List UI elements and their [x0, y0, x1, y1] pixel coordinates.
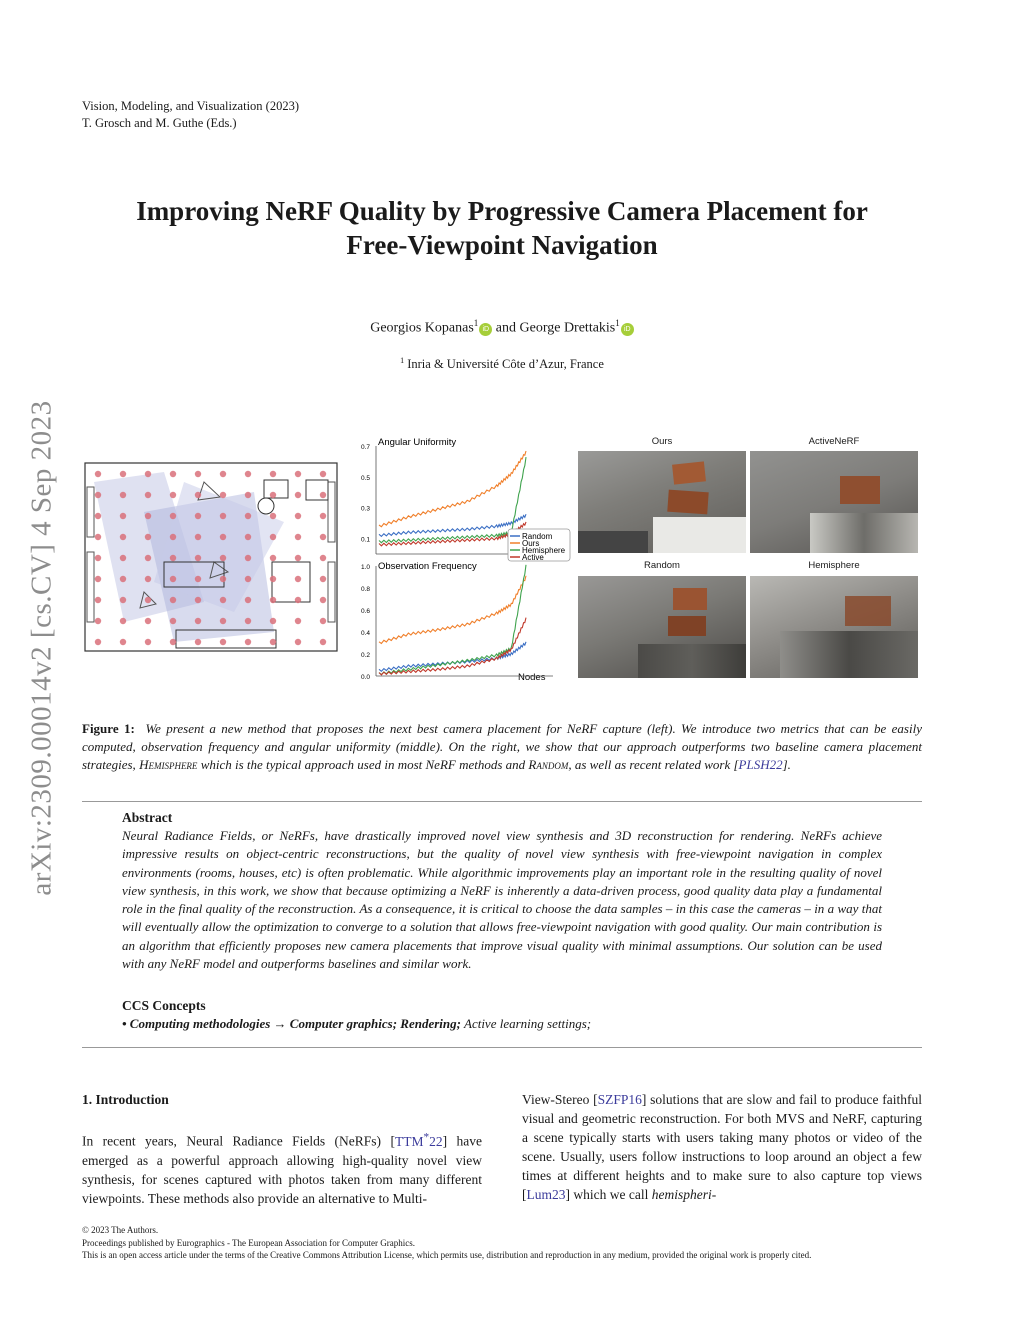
intro-right-a: View-Stereo [ [522, 1092, 598, 1107]
camera-node [170, 471, 176, 477]
camera-node [245, 618, 251, 624]
camera-node [270, 576, 276, 582]
camera-node [170, 576, 176, 582]
camera-node [245, 555, 251, 561]
footer-line-2: Proceedings published by Eurographics - The European Association for Computer Graphics. [82, 1237, 416, 1248]
nodes-label: Nodes [518, 672, 546, 683]
camera-node [270, 513, 276, 519]
series-line-hemisphere [379, 457, 526, 543]
camera-node [95, 555, 101, 561]
y-tick-label: 0.5 [361, 474, 371, 482]
camera-node [95, 471, 101, 477]
camera-node [245, 513, 251, 519]
camera-node [145, 471, 151, 477]
y-tick-label: 1.0 [361, 564, 371, 571]
ccs-arrow: → [273, 1016, 287, 1031]
affiliation-text: Inria & Université Côte d’Azur, France [407, 357, 604, 372]
camera-node [270, 471, 276, 477]
camera-node [245, 471, 251, 477]
author-2-sup: 1 [615, 318, 620, 328]
camera-node [145, 576, 151, 582]
y-tick-label: 0.0 [361, 674, 371, 681]
camera-node [270, 597, 276, 603]
angular-title: Angular Uniformity [378, 437, 457, 448]
camera-node [120, 513, 126, 519]
series-line-ours [379, 576, 526, 644]
photo-label-hemisphere: Hemisphere [808, 560, 860, 571]
freq-series [379, 565, 526, 675]
caption-text-1: We present a new method that proposes the next best camera placement for NeRF capture (left). We introduce two metrics that can be easily computed, observation frequency and angular uniformity (middle). On the right, we show that our approach outperforms two baseline camera placement strategies, [82, 721, 922, 772]
camera-node [245, 576, 251, 582]
render-activenerf [750, 451, 918, 553]
camera-node [270, 639, 276, 645]
intro-right-d: hemispheri- [651, 1187, 717, 1202]
legend [508, 529, 570, 562]
intro-left-b: ] have emerged as a powerful approach allowing high-quality novel view synthesis, for scenes captured with photos taken from many different viewpoints. These methods also provide an alternative to Multi- [82, 1133, 482, 1206]
camera-node [320, 576, 326, 582]
camera-node [270, 534, 276, 540]
camera-node [120, 471, 126, 477]
intro-left-a: In recent years, Neural Radiance Fields (NeRFs) [ [82, 1133, 395, 1149]
camera-node [295, 576, 301, 582]
series-line-hemisphere [379, 565, 526, 675]
camera-node [245, 597, 251, 603]
arxiv-sidebar [22, 365, 62, 930]
author-2: and George Drettakis [495, 320, 616, 336]
figure-caption [82, 720, 922, 774]
camera-node [120, 639, 126, 645]
editors-line: T. Grosch and M. Guthe (Eds.) [82, 116, 237, 130]
photo-label-activenerf: ActiveNeRF [808, 436, 860, 447]
ccs-bold-1: • Computing methodologies [122, 1016, 271, 1031]
camera-node [145, 534, 151, 540]
camera-node [220, 618, 226, 624]
camera-node [295, 513, 301, 519]
camera-node [120, 534, 126, 540]
caption-text-3: , as well as recent related work [ [568, 757, 739, 772]
ccs-bold-2: Computer graphics; Rendering; [289, 1016, 461, 1031]
camera-node [295, 555, 301, 561]
camera-node [295, 639, 301, 645]
camera-node [195, 555, 201, 561]
orcid-icon[interactable]: iD [621, 323, 634, 336]
render-ours [578, 451, 746, 553]
divider [82, 1047, 922, 1048]
caption-text-4: ]. [782, 757, 791, 772]
intro-right-c: ] which we call [565, 1187, 649, 1202]
camera-node [295, 618, 301, 624]
freq-title: Observation Frequency [378, 561, 477, 572]
intro-right-b: ] solutions that are slow and fail to produce faithful visual and geometric reconstruction. For both MVS and NeRF, capturing a scene typically starts with users taking many photos or video of the scene. Usually, users follow instructions to loop around an object a few times at different heights and to make sure to also capture top views [ [522, 1092, 922, 1202]
camera-node [220, 471, 226, 477]
camera-node [120, 492, 126, 498]
camera-node [270, 618, 276, 624]
camera-node [220, 513, 226, 519]
camera-node [195, 576, 201, 582]
affiliation [82, 356, 922, 372]
caption-text-2: which is the typical approach used in most NeRF methods and [200, 757, 526, 772]
camera-node [170, 492, 176, 498]
camera-node [295, 471, 301, 477]
camera-node [245, 639, 251, 645]
camera-node [245, 492, 251, 498]
venue-header [82, 98, 299, 132]
legend-active: Active [522, 553, 544, 562]
y-tick-label: 0.1 [361, 536, 371, 544]
legend-ours: Ours [522, 539, 540, 548]
camera-node [220, 555, 226, 561]
camera-node [120, 576, 126, 582]
caption-hemisphere: Hemisphere [139, 757, 198, 772]
camera-node [270, 555, 276, 561]
camera-node [320, 618, 326, 624]
camera-node [195, 639, 201, 645]
camera-node [95, 618, 101, 624]
camera-node [320, 471, 326, 477]
camera-node [95, 597, 101, 603]
y-tick-label: 0.6 [361, 608, 371, 615]
cite-szfp16[interactable]: SZFP16 [597, 1092, 642, 1107]
author-1-sup: 1 [473, 318, 479, 328]
authors [82, 318, 922, 337]
copyright-footer [82, 1224, 811, 1262]
camera-node [270, 492, 276, 498]
camera-node [320, 597, 326, 603]
abstract-text: Neural Radiance Fields, or NeRFs, have drastically improved novel view synthesis and 3D reconstruction for rendering. NeRFs achieve impressive results on object-centric reconstructions, but the quality of novel view synthesis with free-viewpoint navigation in complex environments (rooms, houses, etc) is often problematic. While algorithmic improvements play an important role in the resulting quality of novel view synthesis, in this work, we show that because optimizing a NeRF is inherently a data-driven process, good quality data play a fundamental role in the final quality of the reconstruction. As a consequence, it is critical to choose the data samples – in this case the cameras – in a way that will eventually allow the optimization to converge to a solution that allows free-viewpoint navigation with good quality. Our main contribution is an algorithm that efficiently proposes new camera placements that improve visual quality with minimal assumptions. Our solution can be used with any NeRF model and outperforms baselines and similar work. [122, 828, 882, 972]
section-heading-introduction: 1. Introduction [82, 1092, 169, 1107]
camera-node [320, 555, 326, 561]
camera-node [220, 576, 226, 582]
cite-ttm22[interactable]: TTM*22 [394, 1131, 443, 1149]
camera-node [95, 534, 101, 540]
ccs-heading: CCS Concepts [122, 998, 206, 1013]
title-line-1: Improving NeRF Quality by Progressive Camera Placement for [136, 196, 868, 226]
ccs-concepts [122, 1016, 591, 1032]
y-tick-label: 0.2 [361, 652, 371, 659]
camera-node [145, 492, 151, 498]
intro-left-column [82, 1128, 482, 1208]
intro-right-column [522, 1090, 922, 1204]
cite-plsh22[interactable]: PLSH22 [738, 757, 783, 772]
camera-node [295, 492, 301, 498]
caption-label: Figure 1: [82, 721, 135, 736]
camera-node [95, 639, 101, 645]
ccs-rest: Active learning settings; [464, 1016, 592, 1031]
camera-node [220, 639, 226, 645]
camera-node [195, 597, 201, 603]
render-random [578, 576, 746, 678]
orcid-icon[interactable]: iD [479, 323, 492, 336]
camera-node [170, 618, 176, 624]
camera-node [145, 618, 151, 624]
y-tick-label: 0.8 [361, 586, 371, 593]
camera-node [170, 534, 176, 540]
camera-node [320, 492, 326, 498]
y-tick-label: 0.4 [361, 630, 371, 637]
camera-node [95, 513, 101, 519]
camera-node [145, 513, 151, 519]
render-hemisphere [750, 576, 918, 678]
camera-node [145, 555, 151, 561]
series-line-ours [379, 451, 526, 527]
camera-node [170, 597, 176, 603]
paper-title [82, 194, 922, 262]
cite-lum23[interactable]: Lum23 [526, 1187, 566, 1202]
caption-random: Random [528, 757, 569, 772]
camera-node [145, 639, 151, 645]
y-tick-label: 0.7 [361, 444, 371, 451]
title-line-2: Free-Viewpoint Navigation [346, 230, 658, 260]
footer-line-3: This is an open access article under the terms of the Creative Commons Attribution License, which permits use, distribution and reproduction in any medium, provided the original work is properly cited. [82, 1250, 812, 1260]
camera-node [320, 534, 326, 540]
metrics-charts [358, 432, 578, 684]
camera-node [170, 513, 176, 519]
divider [82, 801, 922, 802]
camera-node [220, 597, 226, 603]
camera-node [95, 492, 101, 498]
photo-label-ours: Ours [651, 436, 673, 447]
camera-node [220, 534, 226, 540]
camera-node [195, 513, 201, 519]
camera-node [195, 492, 201, 498]
camera-node [195, 618, 201, 624]
camera-node [245, 534, 251, 540]
venue-line: Vision, Modeling, and Visualization (2023) [82, 99, 299, 113]
camera-node [220, 492, 226, 498]
arxiv-id: arXiv:2309.00014v2 [cs.CV] 4 Sep 2023 [25, 399, 58, 896]
y-tick-label: 0.3 [361, 505, 371, 513]
camera-node [320, 639, 326, 645]
footer-line-1: © 2023 The Authors. [82, 1225, 159, 1235]
camera-node [195, 534, 201, 540]
camera-node [170, 639, 176, 645]
camera-node [120, 597, 126, 603]
camera-node [295, 534, 301, 540]
legend-hemisphere: Hemisphere [522, 546, 566, 555]
camera-node [170, 555, 176, 561]
affiliation-sup: 1 [400, 356, 405, 365]
floor-plan-figure [84, 462, 338, 652]
abstract-heading: Abstract [122, 810, 173, 825]
angular-series [379, 451, 526, 546]
legend-random: Random [522, 532, 553, 541]
camera-node [320, 513, 326, 519]
photo-label-random: Random [644, 560, 680, 571]
camera-node [145, 597, 151, 603]
camera-node [195, 471, 201, 477]
camera-node [120, 618, 126, 624]
camera-node [295, 597, 301, 603]
camera-node [95, 576, 101, 582]
author-1: Georgios Kopanas [370, 320, 474, 336]
camera-node [120, 555, 126, 561]
